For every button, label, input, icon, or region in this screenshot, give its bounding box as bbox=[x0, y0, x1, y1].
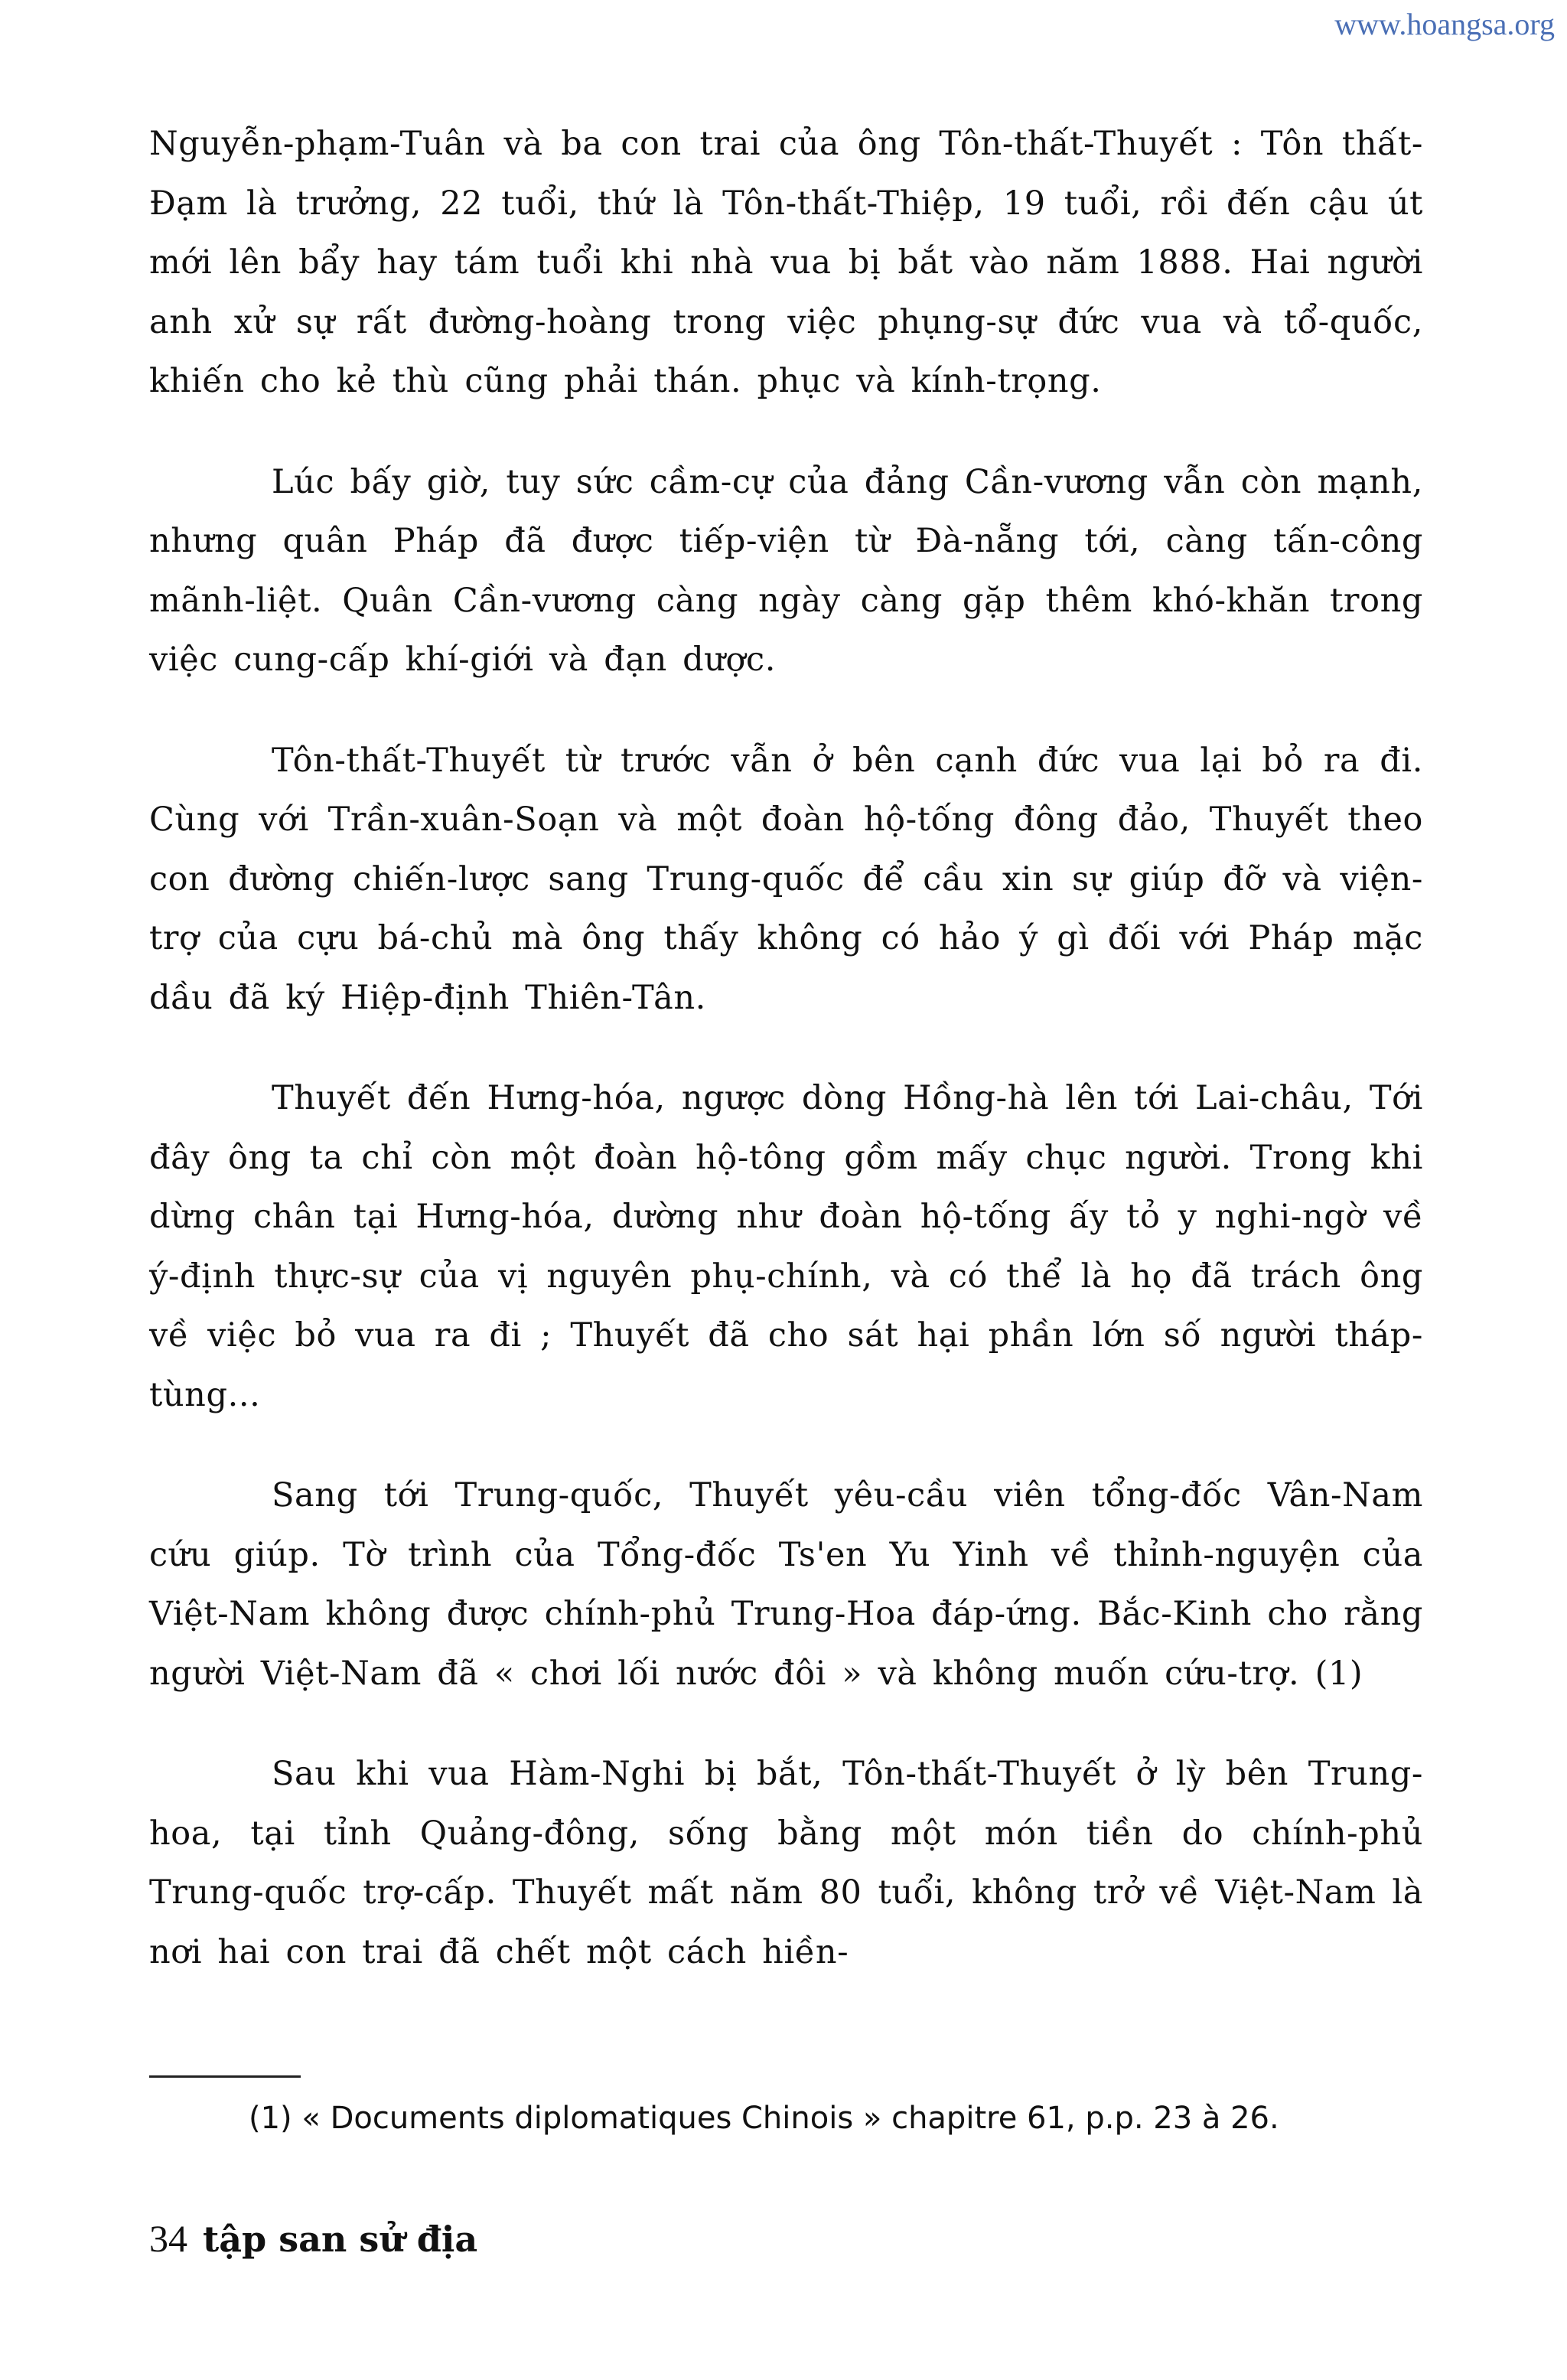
footnote: (1) « Documents diplomatiques Chinois » chapitre 61, p.p. 23 à 26. bbox=[249, 2101, 1279, 2136]
page-body bbox=[149, 115, 1423, 2023]
page-footer bbox=[149, 2215, 477, 2264]
page-number: 34 bbox=[149, 2217, 187, 2260]
footnote-divider bbox=[149, 2075, 301, 2078]
paragraph-2: Lúc bấy giờ, tuy sức cầm-cự của đảng Cần-vương vẫn còn mạnh, nhưng quân Pháp đã được tiếp-viện từ Đà-nẵng tới, càng tấn-công mãnh-liệt. Quân Cần-vương càng ngày càng gặp thêm khó-khăn trong việc cung-cấp khí-giới và đạn dược. bbox=[149, 462, 1423, 679]
paragraph-5: Sang tới Trung-quốc, Thuyết yêu-cầu viên tổng-đốc Vân-Nam cứu giúp. Tờ trình của Tổng-đốc Ts'en Yu Yinh về thỉnh-nguyện của Việt-Nam không được chính-phủ Trung-Hoa đáp-ứng. Bắc-Kinh cho rằng người Việt-Nam đã « chơi lối nước đôi » và không muốn cứu-trợ. (1) bbox=[149, 1476, 1423, 1693]
journal-title: tập san sử địa bbox=[203, 2219, 478, 2260]
paragraph-3: Tôn-thất-Thuyết từ trước vẫn ở bên cạnh đức vua lại bỏ ra đi. Cùng với Trần-xuân-Soạn và một đoàn hộ-tống đông đảo, Thuyết theo con đường chiến-lược sang Trung-quốc để cầu xin sự giúp đỡ và viện-trợ của cựu bá-chủ mà ông thấy không có hảo ý gì đối với Pháp mặc dầu đã ký Hiệp-định Thiên-Tân. bbox=[149, 741, 1423, 1017]
paragraph-1: Nguyễn-phạm-Tuân và ba con trai của ông Tôn-thất-Thuyết : Tôn thất-Đạm là trưởng, 22 tuổi, thứ là Tôn-thất-Thiệp, 19 tuổi, rồi đến cậu út mới lên bẩy hay tám tuổi khi nhà vua bị bắt vào năm 1888. Hai người anh xử sự rất đường-hoàng trong việc phụng-sự đức vua và tổ-quốc, khiến cho kẻ thù cũng phải thán. phục và kính-trọng. bbox=[149, 125, 1423, 400]
watermark: www.hoangsa.org bbox=[1334, 7, 1555, 41]
paragraph-4: Thuyết đến Hưng-hóa, ngược dòng Hồng-hà lên tới Lai-châu, Tới đây ông ta chỉ còn một đoàn hộ-tông gồm mấy chục người. Trong khi dừng chân tại Hưng-hóa, dường như đoàn hộ-tống ấy tỏ y nghi-ngờ về ý-định thực-sự của vị nguyên phụ-chính, và có thể là họ đã trách ông về việc bỏ vua ra đi ; Thuyết đã cho sát hại phần lớn số người tháp-tùng... bbox=[149, 1079, 1423, 1414]
paragraph-6: Sau khi vua Hàm-Nghi bị bắt, Tôn-thất-Thuyết ở lỳ bên Trung-hoa, tại tỉnh Quảng-đông, sống bằng một món tiền do chính-phủ Trung-quốc trợ-cấp. Thuyết mất năm 80 tuổi, không trở về Việt-Nam là nơi hai con trai đã chết một cách hiền- bbox=[149, 1755, 1423, 1971]
